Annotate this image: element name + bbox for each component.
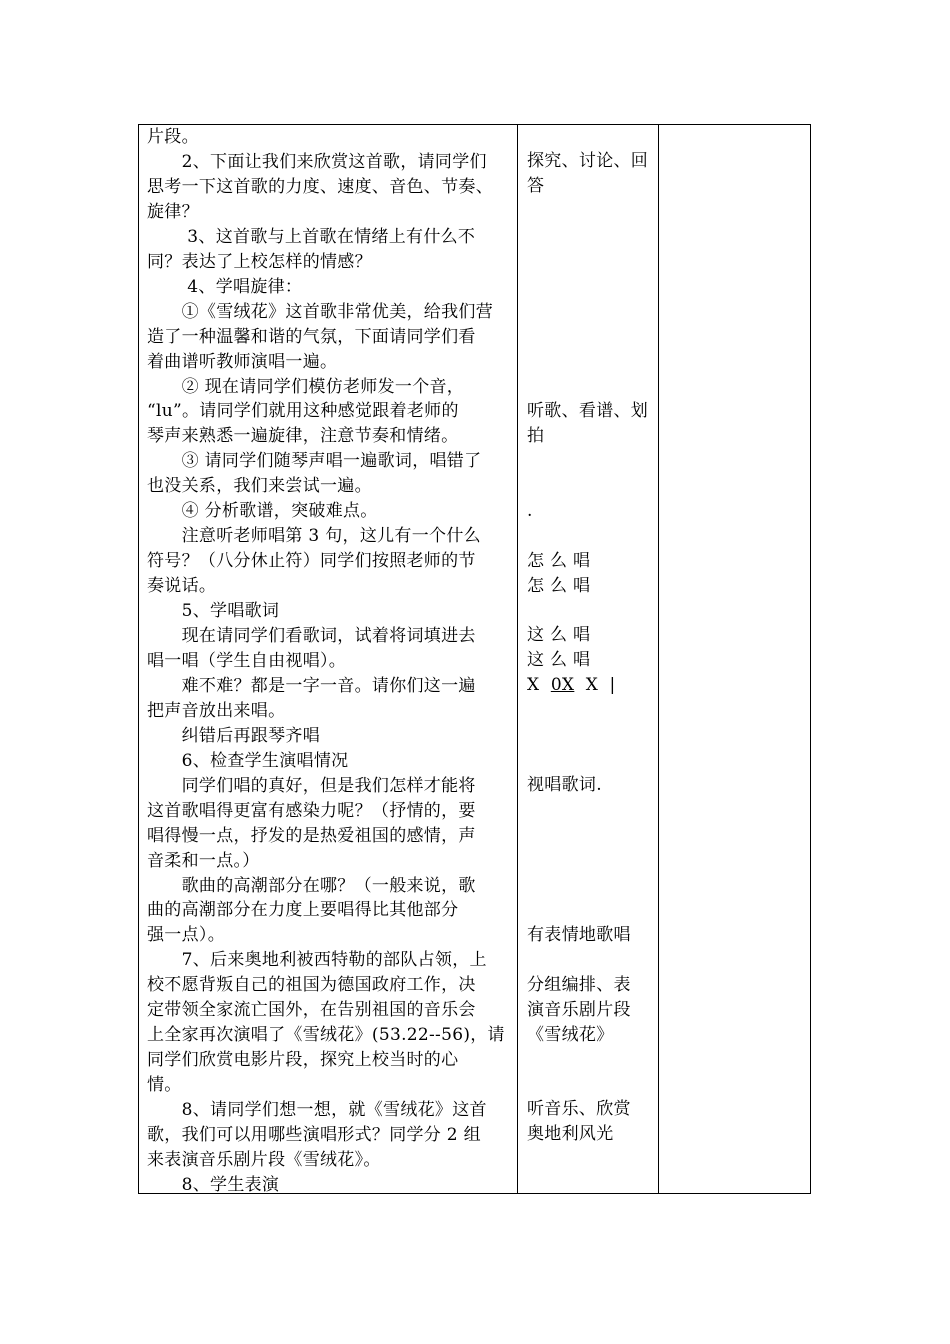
lesson-text-line: ③ 请同学们随琴声唱一遍歌词，唱错了 (147, 451, 482, 472)
lesson-text-line: 歌曲的高潮部分在哪？（一般来说，歌 (147, 875, 476, 896)
column-divider-1 (517, 125, 518, 1193)
lesson-text-line: ①《雪绒花》这首歌非常优美，给我们营 (147, 301, 493, 322)
lesson-text-line: 现在请同学们看歌词，试着将词填进去 (147, 626, 476, 646)
lesson-text-line: 来表演音乐剧片段《雪绒花》。 (147, 1149, 381, 1170)
column-divider-2 (658, 125, 659, 1193)
lesson-text-line: 纠错后再跟琴齐唱 (147, 725, 320, 746)
rhythm-notation (527, 673, 616, 698)
lesson-text-line: 思考一下这首歌的力度、速度、音色、节奏、 (147, 176, 493, 197)
lesson-text-line: 同学们欣赏电影片段，探究上校当时的心 (147, 1050, 459, 1071)
activity-text: 《雪绒花》 (527, 1025, 614, 1045)
rhythm-note: X (527, 675, 551, 695)
lesson-text-line: 把声音放出来唱。 (147, 700, 286, 721)
lesson-text-line: 音柔和一点。） (147, 850, 260, 871)
rhythm-words: 这 么 唱 (527, 625, 591, 645)
activity-text: 有表情地歌唱 (527, 925, 631, 945)
activity-text: 答 (527, 176, 545, 196)
lesson-text-line: 强一点）。 (147, 925, 225, 946)
lesson-text-line: 歌，我们可以用哪些演唱形式？同学分 2 组 (147, 1125, 481, 1145)
activity-text: 探究、讨论、回 (527, 151, 649, 171)
lesson-text-line: 也没关系，我们来尝试一遍。 (147, 476, 372, 497)
lesson-text-line: 情。 (147, 1075, 182, 1096)
lesson-text-line: 旋律？ (147, 201, 199, 222)
lesson-text-line: 同？表达了上校怎样的情感？ (147, 251, 372, 272)
lesson-text-line: 定带领全家流亡国外，在告别祖国的音乐会 (147, 1000, 476, 1021)
rhythm-note-underlined: 0X (550, 675, 575, 695)
lesson-text-line: 8、学生表演 (147, 1174, 280, 1195)
lesson-text-line: 符号？（八分休止符）同学们按照老师的节 (147, 551, 476, 572)
lesson-text-line: 8、请同学们想一想，就《雪绒花》这首 (147, 1100, 487, 1121)
lesson-table (138, 124, 811, 1194)
activity-text: 听音乐、欣赏 (527, 1099, 631, 1119)
lesson-text-line: 5、学唱歌词 (147, 601, 280, 622)
activity-text: 演音乐剧片段 (527, 1000, 631, 1020)
lesson-text-line: 着曲谱听教师演唱一遍。 (147, 351, 338, 372)
lesson-text-line: 7、后来奥地利被西特勒的部队占领，上 (147, 950, 487, 971)
activity-text: 听歌、看谱、划 (527, 401, 649, 421)
rhythm-words: 这 么 唱 (527, 650, 591, 670)
lesson-text-line: 这首歌唱得更富有感染力呢？（抒情的，要 (147, 800, 476, 821)
lesson-text-line: 琴声来熟悉一遍旋律，注意节奏和情绪。 (147, 426, 459, 447)
rhythm-note: X | (574, 675, 616, 695)
lesson-text-line: 上全家再次演唱了《雪绒花》(53.22--56)，请 (147, 1025, 505, 1046)
lesson-text-line: 唱一唱（学生自由视唱）。 (147, 650, 347, 671)
lesson-text-line: 造了一种温馨和谐的气氛，下面请同学们看 (147, 326, 476, 347)
activity-text: 分组编排、表 (527, 975, 631, 995)
activity-dot: . (527, 501, 533, 521)
lesson-text-line: 曲的高潮部分在力度上要唱得比其他部分 (147, 900, 459, 921)
lesson-text-line: 唱得慢一点，抒发的是热爱祖国的感情，声 (147, 825, 476, 846)
lesson-text-line: 校不愿背叛自己的祖国为德国政府工作，决 (147, 975, 476, 996)
lesson-text-line: 片段。 (147, 127, 199, 147)
lesson-text-line: 注意听老师唱第 3 句，这儿有一个什么 (147, 526, 481, 547)
lesson-text-line: 奏说话。 (147, 576, 217, 597)
lesson-text-line: 难不难？都是一字一音。请你们这一遍 (147, 675, 476, 696)
lesson-text-line: “lu”。请同学们就用这种感觉跟着老师的 (147, 401, 459, 422)
activity-text: 拍 (527, 426, 545, 446)
rhythm-words: 怎 么 唱 (527, 551, 591, 571)
lesson-text-line: 4、学唱旋律： (147, 276, 303, 297)
rhythm-words: 怎 么 唱 (527, 576, 591, 596)
lesson-text-line: 6、检查学生演唱情况 (147, 750, 349, 771)
lesson-text-line: 3、这首歌与上首歌在情绪上有什么不 (147, 226, 476, 247)
activity-text: 奥地利风光 (527, 1124, 614, 1144)
lesson-text-line: ④ 分析歌谱，突破难点。 (147, 501, 378, 522)
activity-text: 视唱歌词. (527, 775, 602, 795)
lesson-text-line: ② 现在请同学们模仿老师发一个音， (147, 376, 465, 397)
lesson-text-line: 同学们唱的真好，但是我们怎样才能将 (147, 775, 476, 796)
lesson-text-line: 2、下面让我们来欣赏这首歌，请同学们 (147, 151, 487, 172)
